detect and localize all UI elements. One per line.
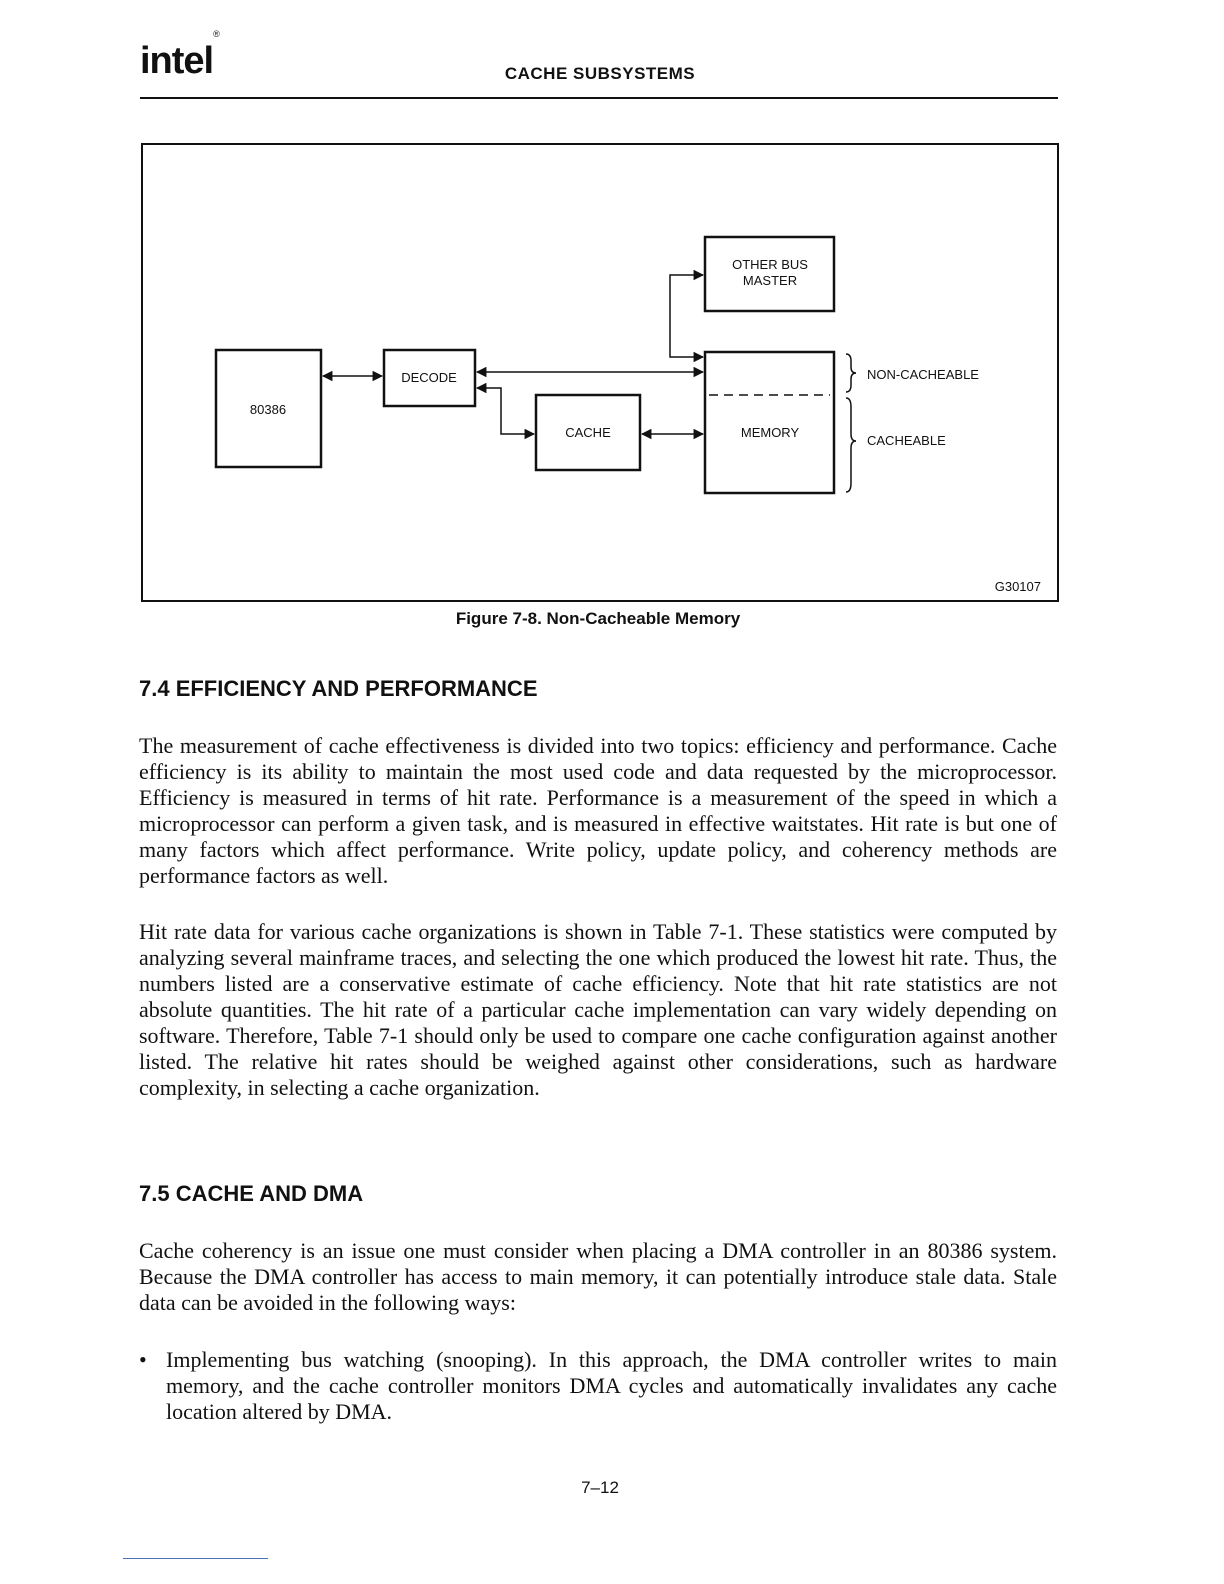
non-cacheable-memory-diagram bbox=[143, 145, 1057, 600]
section-7-4-heading: 7.4 EFFICIENCY AND PERFORMANCE bbox=[139, 676, 538, 701]
figure-frame bbox=[141, 143, 1059, 602]
footer-rule bbox=[123, 1558, 268, 1559]
arrow-decode-cache bbox=[477, 388, 534, 434]
memory-box bbox=[705, 352, 834, 493]
cacheable-label: CACHEABLE bbox=[867, 433, 946, 448]
registered-mark: ® bbox=[213, 29, 219, 40]
section-7-4-paragraph-1: The measurement of cache effectiveness is divided into two topics: efficiency and performance. Cache efficiency is its ability to maintain the most used code and data requested by the microprocessor. Efficiency is measured in terms of hit rate. Performance is a measurement of the speed in which a microprocessor can perform a given task, and is measured in effective waitstates. Hit rate is but one of many factors which affect performance. Write policy, update policy, and coherency methods are performance factors as well. bbox=[139, 733, 1057, 888]
section-7-5-paragraph-1: Cache coherency is an issue one must consider when placing a DMA controller in an 80386 system. Because the DMA controller has access to main memory, it can potentially introduce stale data. Stale data can be avoided in the following ways: bbox=[139, 1238, 1057, 1315]
running-header-title: CACHE SUBSYSTEMS bbox=[504, 64, 696, 83]
figure-id: G30107 bbox=[994, 579, 1041, 594]
decode-label: DECODE bbox=[401, 370, 457, 385]
bullet-item-text: Implementing bus watching (snooping). In this approach, the DMA controller writes to main memory, and the cache controller monitors DMA cycles and automatically invalidates any cache location altered by DMA. bbox=[166, 1347, 1057, 1424]
other-bus-master-label-line1: OTHER BUS bbox=[732, 257, 808, 272]
processor-label: 80386 bbox=[249, 402, 287, 417]
section-7-5-heading: 7.5 CACHE AND DMA bbox=[139, 1181, 364, 1206]
logo-text: intel bbox=[140, 40, 214, 82]
cacheable-brace bbox=[846, 398, 856, 492]
other-bus-master-label-line2: MASTER bbox=[742, 273, 798, 288]
cache-label: CACHE bbox=[565, 425, 611, 440]
non-cacheable-label: NON-CACHEABLE bbox=[867, 367, 979, 382]
memory-label: MEMORY bbox=[740, 425, 800, 440]
bullet-list-item bbox=[139, 1347, 1057, 1425]
arrow-bus-master-memory bbox=[670, 275, 703, 357]
intel-logo bbox=[140, 29, 219, 82]
bullet-symbol: • bbox=[139, 1347, 147, 1372]
header-rule bbox=[140, 97, 1058, 99]
figure-caption: Figure 7-8. Non-Cacheable Memory bbox=[455, 609, 741, 628]
page-number: 7–12 bbox=[581, 1478, 619, 1497]
non-cacheable-brace bbox=[846, 354, 856, 392]
section-7-4-paragraph-2: Hit rate data for various cache organizations is shown in Table 7-1. These statistics were computed by analyzing several mainframe traces, and selecting the one which produced the lowest hit rate. Thus, the numbers listed are a conservative estimate of cache efficiency. Note that hit rate statistics are not absolute quantities. The hit rate of a particular cache implementation can vary widely depending on software. Therefore, Table 7-1 should only be used to compare one cache configuration against another listed. The relative hit rates should be weighed against other considerations, such as hardware complexity, in selecting a cache organization. bbox=[139, 919, 1057, 1100]
